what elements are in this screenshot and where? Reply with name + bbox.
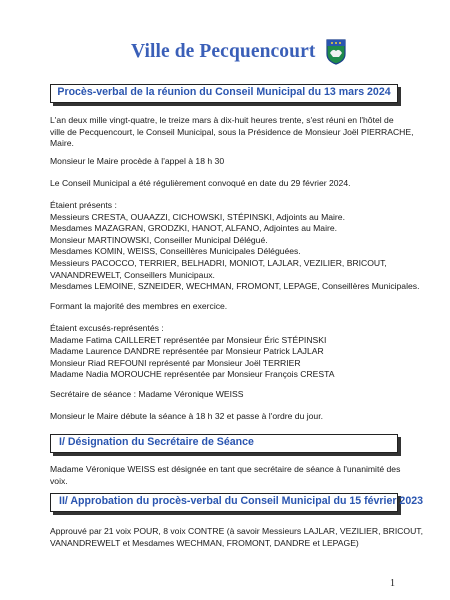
section-title: II/ Approbation du procès-verbal du Conseil Municipal du 15 février 2023 [59, 495, 423, 507]
intro-paragraph [50, 115, 414, 150]
designation-paragraph [50, 464, 400, 487]
text-line: Monsieur le Maire procède à l'appel à 18 h 30 [50, 156, 225, 166]
presents-paragraph [50, 200, 420, 293]
text-line: Maire. [50, 138, 74, 149]
section-title: Procès-verbal de la réunion du Conseil Municipal du 13 mars 2024 [57, 86, 391, 98]
text-line: Formant la majorité des membres en exercice. [50, 301, 228, 311]
convocation-paragraph [50, 178, 400, 190]
excuses-paragraph [50, 323, 400, 381]
page-number: 1 [390, 578, 395, 589]
text-line: ville de Pecquencourt, le Conseil Municipal, sous la Présidence de Monsieur Joël PIERRACHE, [50, 126, 414, 137]
section-title-box [50, 493, 423, 512]
text-line: Étaient présents : [50, 200, 117, 210]
text-line: Monsieur MARTINOWSKI, Conseiller Municipal Délégué. [50, 234, 268, 245]
page-header [0, 37, 450, 77]
text-line: Madame Fatima CAILLERET représentée par Monsieur Éric STÉPINSKI [50, 334, 327, 345]
section-title: I/ Désignation du Secrétaire de Séance [59, 436, 254, 448]
crest-icon [326, 39, 346, 65]
text-line: Secrétaire de séance : Madame Véronique WEISS [50, 389, 244, 399]
text-line: Messieurs PACOCCO, TERRIER, BELHADRI, MONIOT, LAJLAR, VEZILIER, BRICOUT, [50, 257, 387, 268]
majorite-paragraph [50, 301, 400, 313]
debut-paragraph [50, 411, 400, 423]
text-line: Messieurs CRESTA, OUAAZZI, CICHOWSKI, STÉPINSKI, Adjoints au Maire. [50, 211, 345, 222]
text-line: Monsieur Riad REFOUNI représenté par Monsieur Joël TERRIER [50, 357, 301, 368]
text-line: VANANDREWELT et Mesdames WECHMAN, FROMONT, DANDRE et LEPAGE) [50, 537, 359, 548]
text-line: Le Conseil Municipal a été régulièrement convoqué en date du 29 février 2024. [50, 178, 351, 188]
text-line: Approuvé par 21 voix POUR, 8 voix CONTRE (à savoir Messieurs LAJLAR, VEZILIER, BRICOUT, [50, 526, 423, 536]
text-line: voix. [50, 475, 68, 486]
secretaire-paragraph [50, 389, 400, 401]
section-title-box [50, 84, 398, 103]
text-line: Mesdames MAZAGRAN, GRODZKI, HANOT, ALFANO, Adjointes au Maire. [50, 223, 338, 234]
section-title-box [50, 434, 398, 453]
text-line: L'an deux mille vingt-quatre, le treize mars à dix-huit heures trente, s'est réuni en l'hôtel de [50, 115, 394, 125]
text-line: Mesdames KOMIN, WEISS, Conseillères Municipales Déléguées. [50, 246, 301, 257]
approbation-paragraph [50, 526, 423, 549]
text-line: Madame Nadia MOROUCHE représentée par Monsieur François CRESTA [50, 369, 335, 380]
city-title: Ville de Pecquencourt [131, 41, 316, 62]
text-line: Mesdames LEMOINE, SZNEIDER, WECHMAN, FROMONT, LEPAGE, Conseillères Municipales. [50, 281, 420, 292]
text-line: VANANDREWELT, Conseillers Municipaux. [50, 269, 215, 280]
text-line: Étaient excusés-représentés : [50, 323, 164, 333]
text-line: Madame Véronique WEISS est désignée en tant que secrétaire de séance à l'unanimité des [50, 464, 401, 474]
appel-paragraph [50, 156, 400, 168]
text-line: Madame Laurence DANDRE représentée par Monsieur Patrick LAJLAR [50, 346, 324, 357]
text-line: Monsieur le Maire débute la séance à 18 h 32 et passe à l'ordre du jour. [50, 411, 323, 421]
